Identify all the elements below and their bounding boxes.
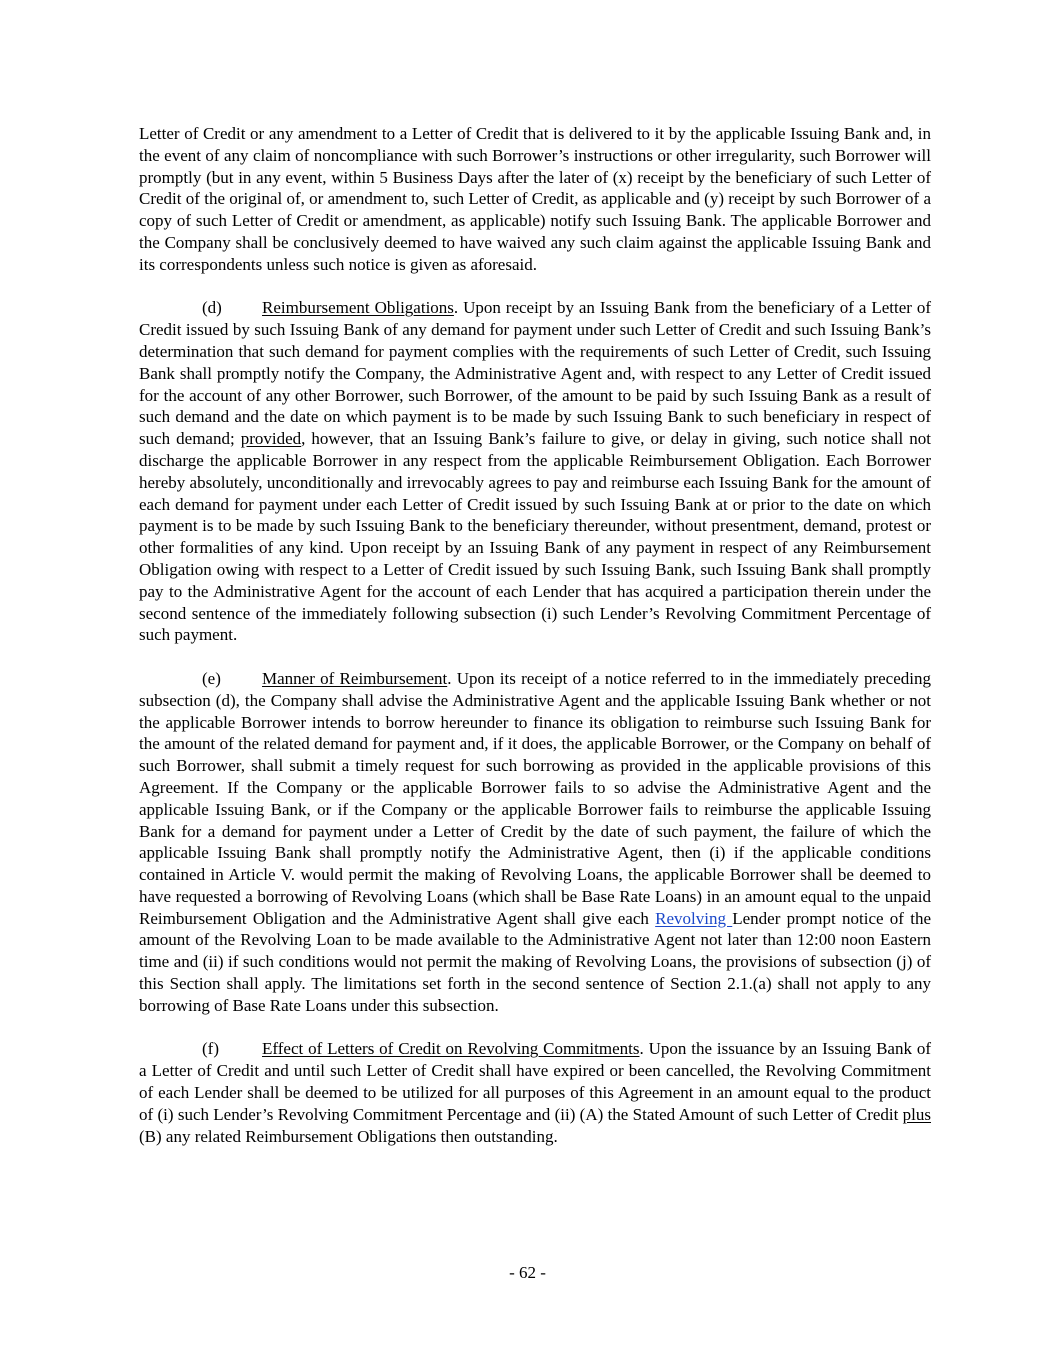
paragraph-d-text-1: . Upon receipt by an Issuing Bank from the beneficiary of a Letter of Credit issued by such Issuing Bank of any demand for payment under such Letter of Credit and such Issuing Bank’s determination that such demand for payment complies with the requirements of such Letter of Credit, such Issuing Bank shall promptly notify the Company, the Administrative Agent and, with respect to any Letter of Credit issued for the account of any other Borrower, such Borrower, of the amount to be paid by such Issuing Bank as a result of such demand and the date on which payment is to be made by such Issuing Bank to such beneficiary in respect of such demand; (139, 298, 931, 449)
paragraph-e-text-1: . Upon its receipt of a notice referred to in the immediately preceding subsection (d), the Company shall advise the Administrative Agent and the applicable Issuing Bank whether or not the applicable Borrower intends to borrow hereunder to finance its obligation to reimburse such Issuing Bank for the amount of the related demand for payment and, if it does, the applicable Borrower, or the Company on behalf of such Borrower, shall submit a timely request for such borrowing as provided in the applicable provisions of this Agreement. If the Company or the applicable Borrower fails to so advise the Administrative Agent and the applicable Issuing Bank, or if the Company or the applicable Borrower fails to reimburse the applicable Issuing Bank for a demand for payment under a Letter of Credit by the date of such payment, the failure of which the applicable Issuing Bank shall promptly notify the Administrative Agent, then (i) if the applicable conditions contained in Article V. would permit the making of Revolving Loans, the applicable Borrower shall be deemed to have requested a borrowing of Revolving Loans (which shall be Base Rate Loans) in an amount equal to the unpaid Reimbursement Obligation and the Administrative Agent shall give each (139, 668, 931, 928)
paragraph-e-label: (e) (202, 668, 221, 688)
paragraph-d-text-2: , however, that an Issuing Bank’s failure to give, or delay in giving, such notice shall not discharge the applicable Borrower in any respect from the applicable Reimbursement Obligation. Each Borrower hereby absolutely, unconditionally and irrevocably agrees to pay and reimburse each Issuing Bank for the amount of each demand for payment under each Letter of Credit issued by such Issuing Bank at or prior to the date on which payment is to be made by such Issuing Bank to the beneficiary thereunder, without presentment, demand, protest or other formalities of any kind. Upon receipt by an Issuing Bank of any payment in respect of any Reimbursement Obligation owing with respect to a Letter of Credit issued by such Issuing Bank, such Issuing Bank shall promptly pay to the Administrative Agent for the account of each Lender that has acquired a participation therein under the second sentence of the immediately following subsection (i) such Lender’s Revolving Commitment Percentage of such payment. (139, 429, 932, 645)
paragraph-d (139, 297, 931, 646)
paragraph-f-label: (f) (202, 1039, 219, 1059)
paragraph-d-provided-term: provided (240, 429, 302, 449)
paragraph-f-heading: Effect of Letters of Credit on Revolving Commitments (262, 1039, 640, 1059)
paragraph-c-text: Letter of Credit or any amendment to a Letter of Credit that is delivered to it by the applicable Issuing Bank and, in the event of any claim of noncompliance with such Borrower’s instructions or other irregularity, such Borrower will promptly (but in any event, within 5 Business Days after the later of (x) receipt by the beneficiary of such Letter of Credit of the original of, or amendment to, such Letter of Credit, as applicable and (y) receipt by such Borrower of a copy of such Letter of Credit or amendment, as applicable) notify such Issuing Bank. The applicable Borrower and the Company shall be conclusively deemed to have waived any such claim against the applicable Issuing Bank and its correspondents unless such notice is given as aforesaid. (139, 124, 931, 274)
paragraph-f-text-1: . Upon the issuance by an Issuing Bank of a Letter of Credit and until such Letter of Credit shall have expired or been cancelled, the Revolving Commitment of each Lender shall be deemed to be utilized for all purposes of this Agreement in an amount equal to the product of (i) such Lender’s Revolving Commitment Percentage and (ii) (A) the Stated Amount of such Letter of Credit (139, 1039, 931, 1124)
paragraph-e-text-2: Lender prompt notice of the amount of the Revolving Loan to be made available to the Administrative Agent not later than 12:00 noon Eastern time and (ii) if such conditions would not permit the making of Revolving Loans, the provisions of subsection (j) of this Section shall apply. The limitations set forth in the second sentence of Section 2.1.(a) shall not apply to any borrowing of Base Rate Loans under this subsection. (139, 908, 931, 1015)
paragraph-d-heading: Reimbursement Obligations (262, 298, 454, 318)
paragraph-d-label: (d) (202, 298, 222, 318)
page-number: - 62 - (509, 1263, 546, 1282)
paragraph-f-text-2: (B) any related Reimbursement Obligations then outstanding. (139, 1126, 558, 1146)
paragraph-e-heading: Manner of Reimbursement (262, 668, 448, 688)
paragraph-c-continuation (139, 123, 931, 276)
paragraph-f-plus-term: plus (902, 1104, 931, 1124)
paragraph-f (139, 1038, 931, 1147)
document-body (139, 123, 931, 1169)
revolving-link[interactable]: Revolving (655, 908, 733, 928)
paragraph-e (139, 668, 931, 1017)
